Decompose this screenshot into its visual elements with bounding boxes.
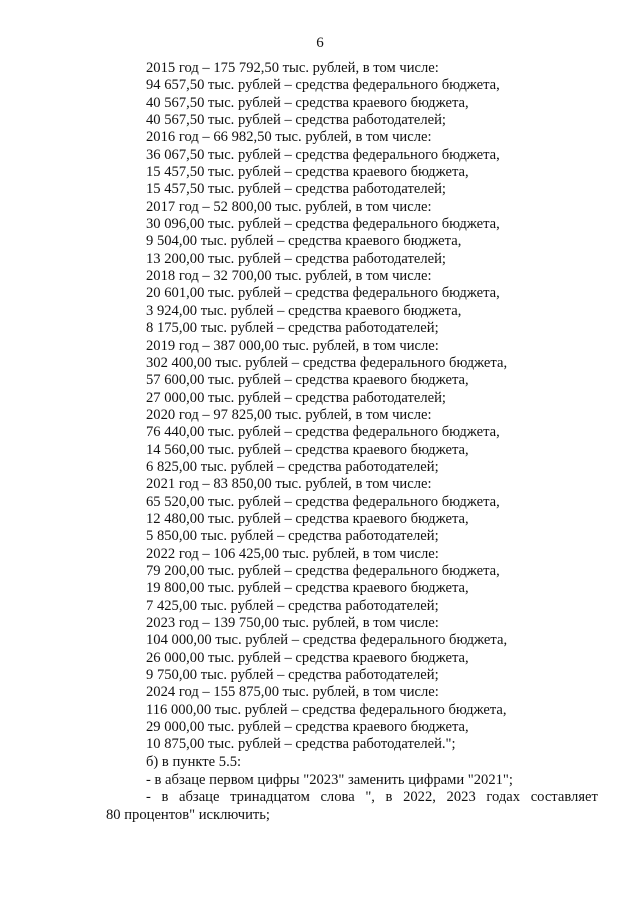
- page-number: 6: [316, 35, 324, 51]
- justified-word: годах: [486, 789, 521, 806]
- budget-line: 15 457,50 тыс. рублей – средства работодателей;: [146, 181, 446, 198]
- budget-line: 2018 год – 32 700,00 тыс. рублей, в том числе:: [146, 268, 432, 285]
- first-paragraph-change: - в абзаце первом цифры "2023" заменить цифрами "2021";: [146, 771, 513, 788]
- budget-line: 7 425,00 тыс. рублей – средства работодателей;: [146, 597, 439, 614]
- budget-line: 76 440,00 тыс. рублей – средства федерального бюджета,: [146, 424, 500, 441]
- thirteenth-paragraph-change: [106, 789, 598, 807]
- budget-line: 2019 год – 387 000,00 тыс. рублей, в том числе:: [146, 337, 439, 354]
- budget-line: 8 175,00 тыс. рублей – средства работодателей;: [146, 320, 439, 337]
- justified-word: 2022,: [403, 789, 436, 806]
- justified-word: -: [146, 789, 151, 806]
- budget-line: 302 400,00 тыс. рублей – средства федерального бюджета,: [146, 354, 508, 371]
- budget-line: 2024 год – 155 875,00 тыс. рублей, в том числе:: [146, 684, 439, 701]
- budget-line: 116 000,00 тыс. рублей – средства федерального бюджета,: [146, 701, 507, 718]
- budget-line: 2020 год – 97 825,00 тыс. рублей, в том числе:: [146, 406, 432, 423]
- budget-line: 5 850,00 тыс. рублей – средства работодателей;: [146, 528, 439, 545]
- justified-word: слова: [320, 789, 355, 806]
- budget-line: 94 657,50 тыс. рублей – средства федерального бюджета,: [146, 77, 500, 94]
- budget-line: 79 200,00 тыс. рублей – средства федерального бюджета,: [146, 562, 500, 579]
- budget-line: 12 480,00 тыс. рублей – средства краевого бюджета,: [146, 510, 469, 527]
- budget-line: 2017 год – 52 800,00 тыс. рублей, в том числе:: [146, 198, 432, 215]
- budget-line: 30 096,00 тыс. рублей – средства федерального бюджета,: [146, 216, 500, 233]
- budget-line: 104 000,00 тыс. рублей – средства федерального бюджета,: [146, 632, 508, 649]
- budget-line: 14 560,00 тыс. рублей – средства краевого бюджета,: [146, 441, 469, 458]
- justified-word: в: [161, 789, 169, 806]
- point-b-heading: б) в пункте 5.5:: [146, 754, 242, 770]
- budget-line: 36 067,50 тыс. рублей – средства федерального бюджета,: [146, 146, 500, 163]
- justified-word: 2023: [446, 789, 476, 806]
- justified-word: ",: [365, 789, 375, 806]
- justified-word: составляет: [530, 789, 598, 806]
- budget-line: 40 567,50 тыс. рублей – средства краевого бюджета,: [146, 94, 469, 111]
- budget-line: 19 800,00 тыс. рублей – средства краевого бюджета,: [146, 580, 469, 597]
- budget-line: 2022 год – 106 425,00 тыс. рублей, в том числе:: [146, 545, 439, 562]
- budget-line: 27 000,00 тыс. рублей – средства работодателей;: [146, 389, 446, 406]
- budget-line: 6 825,00 тыс. рублей – средства работодателей;: [146, 458, 439, 475]
- budget-line: 3 924,00 тыс. рублей – средства краевого бюджета,: [146, 302, 462, 319]
- justified-word: в: [385, 789, 393, 806]
- budget-line: 9 750,00 тыс. рублей – средства работодателей;: [146, 667, 439, 684]
- budget-line: 26 000,00 тыс. рублей – средства краевого бюджета,: [146, 649, 469, 666]
- budget-list: [146, 60, 616, 754]
- thirteenth-paragraph-continuation: 80 процентов" исключить;: [106, 806, 270, 823]
- justified-word: тринадцатом: [230, 789, 310, 806]
- budget-line: 2021 год – 83 850,00 тыс. рублей, в том числе:: [146, 476, 432, 493]
- budget-line: 13 200,00 тыс. рублей – средства работодателей;: [146, 250, 446, 267]
- budget-line: 10 875,00 тыс. рублей – средства работодателей.";: [146, 736, 456, 753]
- budget-line: 15 457,50 тыс. рублей – средства краевого бюджета,: [146, 164, 469, 181]
- budget-line: 65 520,00 тыс. рублей – средства федерального бюджета,: [146, 493, 500, 510]
- amendment-section: [106, 754, 598, 824]
- budget-line: 2016 год – 66 982,50 тыс. рублей, в том числе:: [146, 129, 432, 146]
- budget-line: 29 000,00 тыс. рублей – средства краевого бюджета,: [146, 719, 469, 736]
- budget-line: 20 601,00 тыс. рублей – средства федерального бюджета,: [146, 285, 500, 302]
- budget-line: 40 567,50 тыс. рублей – средства работодателей;: [146, 112, 446, 129]
- budget-line: 2015 год – 175 792,50 тыс. рублей, в том числе:: [146, 60, 439, 76]
- budget-line: 2023 год – 139 750,00 тыс. рублей, в том числе:: [146, 615, 439, 631]
- justified-word: абзаце: [179, 789, 220, 806]
- budget-line: 9 504,00 тыс. рублей – средства краевого бюджета,: [146, 233, 462, 250]
- budget-line: 57 600,00 тыс. рублей – средства краевого бюджета,: [146, 372, 469, 389]
